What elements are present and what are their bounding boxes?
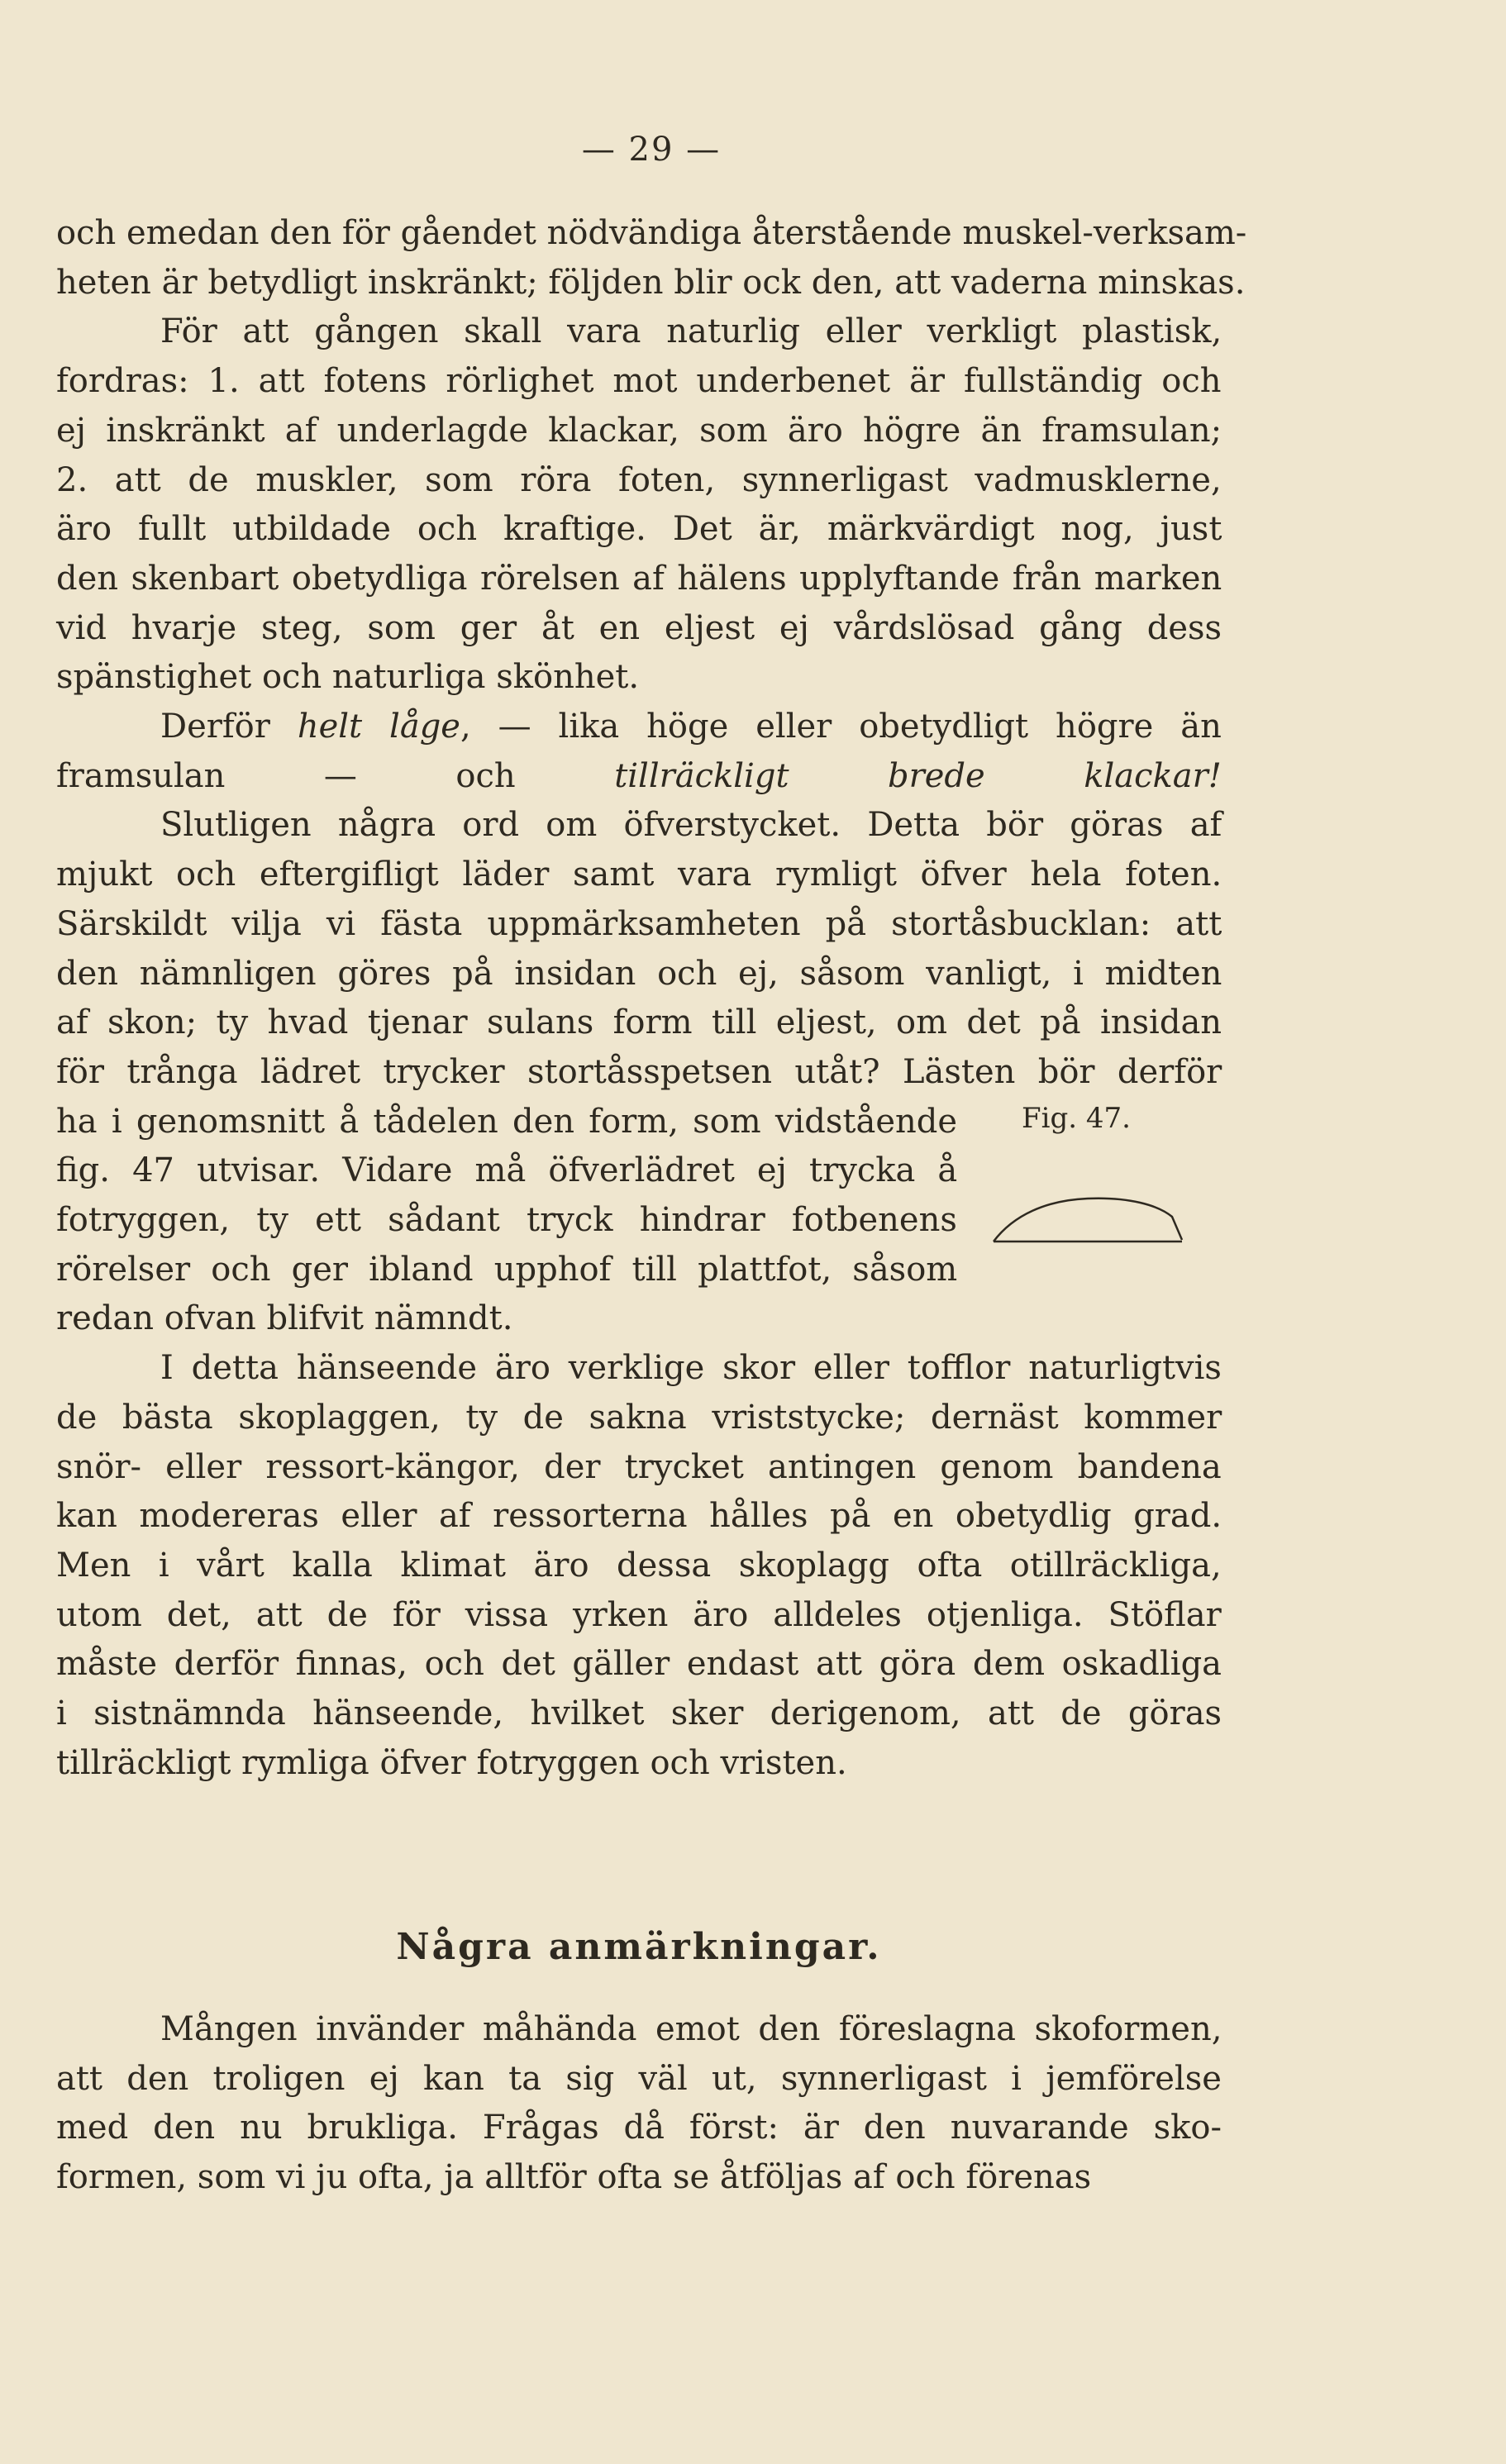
- text-line: fotryggen, ty ett sådant tryck hindrar fotbenens: [56, 1201, 957, 1239]
- text-line: med den nu brukliga. Frågas då först: är den nuvarande sko-: [56, 2109, 1222, 2147]
- text-line: formen, som vi ju ofta, ja alltför ofta se åtföljas af och förenas: [56, 2158, 1092, 2197]
- text-line: 2. att de muskler, som röra foten, synnerligast vadmusklerne,: [56, 460, 1222, 499]
- emphasis-text: helt låge: [297, 708, 460, 746]
- text-line: tillräckligt rymliga öfver fotryggen och vristen.: [56, 1743, 847, 1782]
- text-line: mjukt och eftergifligt läder samt vara rymligt öfver hela foten.: [56, 855, 1222, 894]
- text-line: snör- eller ressort-kängor, der trycket antingen genom bandena: [56, 1447, 1222, 1486]
- emphasis-text: tillräckligt brede klackar!: [614, 756, 1222, 795]
- text-line: för trånga lädret trycker stortåsspetsen utåt? Lästen bör derför: [56, 1052, 1222, 1091]
- text-line: fordras: 1. att fotens rörlighet mot underbenet är fullständig och: [56, 362, 1222, 401]
- text-line: Särskildt vilja vi fästa uppmärksamheten på stortåsbucklan: att: [56, 904, 1222, 943]
- text-line: vid hvarje steg, som ger åt en eljest ej vårdslösad gång dess: [56, 608, 1222, 647]
- text-line: rörelser och ger ibland upphof till plattfot, såsom: [56, 1250, 958, 1289]
- text-line: och emedan den för gåendet nödvändiga återstående muskel-verksam-: [56, 214, 1247, 252]
- text-line: fig. 47 utvisar. Vidare må öfverlädret ej trycka å: [56, 1151, 958, 1190]
- text-line: ej inskränkt af underlagde klackar, som äro högre än framsulan;: [56, 411, 1222, 450]
- text-line: måste derför finnas, och det gäller endast att göra dem oskadliga: [56, 1645, 1222, 1684]
- last-profile-figure: [989, 1184, 1187, 1246]
- text-line: den skenbart obetydliga rörelsen af hälens upplyftande från marken: [56, 559, 1222, 598]
- text-line: Slutligen några ord om öfverstycket. Detta bör göras af: [160, 806, 1222, 845]
- text-line: I detta hänseende äro verklige skor eller tofflor naturligtvis: [160, 1349, 1222, 1388]
- text-line: den nämnligen göres på insidan och ej, såsom vanligt, i midten: [56, 954, 1222, 993]
- text-line: i sistnämnda hänseende, hvilket sker derigenom, att de göras: [56, 1694, 1222, 1732]
- text-line: Mången invänder måhända emot den föreslagna skoformen,: [160, 2010, 1222, 2048]
- text-line: äro fullt utbildade och kraftige. Det är, märkvärdigt nog, just: [56, 510, 1222, 549]
- page-number: — 29 —: [581, 131, 722, 169]
- text-line: af skon; ty hvad tjenar sulans form till eljest, om det på insidan: [56, 1003, 1222, 1042]
- text-line: kan modereras eller af ressorterna hålles på en obetydlig grad.: [56, 1497, 1222, 1536]
- text-line: de bästa skoplaggen, ty de sakna vriststycke; dernäst kommer: [56, 1398, 1222, 1437]
- text-line: att den troligen ej kan ta sig väl ut, synnerligast i jemförelse: [56, 2059, 1222, 2098]
- text-line: redan ofvan blifvit nämndt.: [56, 1299, 513, 1338]
- text-line: heten är betydligt inskränkt; följden blir ock den, att vaderna minskas.: [56, 263, 1246, 302]
- figure-caption: Fig. 47.: [1022, 1101, 1131, 1135]
- text-line: spänstighet och naturliga skönhet.: [56, 658, 640, 697]
- text-line: Derför helt låge, — lika höge eller obetydligt högre än: [160, 708, 1222, 746]
- text-line: ha i genomsnitt å tådelen den form, som vidstående: [56, 1102, 958, 1141]
- text-line: Men i vårt kalla klimat äro dessa skoplagg ofta otillräckliga,: [56, 1546, 1222, 1585]
- text-line: utom det, att de för vissa yrken äro alldeles otjenliga. Stöflar: [56, 1595, 1222, 1634]
- text-line: framsulan — och tillräckligt brede klackar!: [56, 756, 1222, 795]
- section-heading: Några anmärkningar.: [396, 1926, 882, 1968]
- text-line: För att gången skall vara naturlig eller verkligt plastisk,: [160, 312, 1222, 351]
